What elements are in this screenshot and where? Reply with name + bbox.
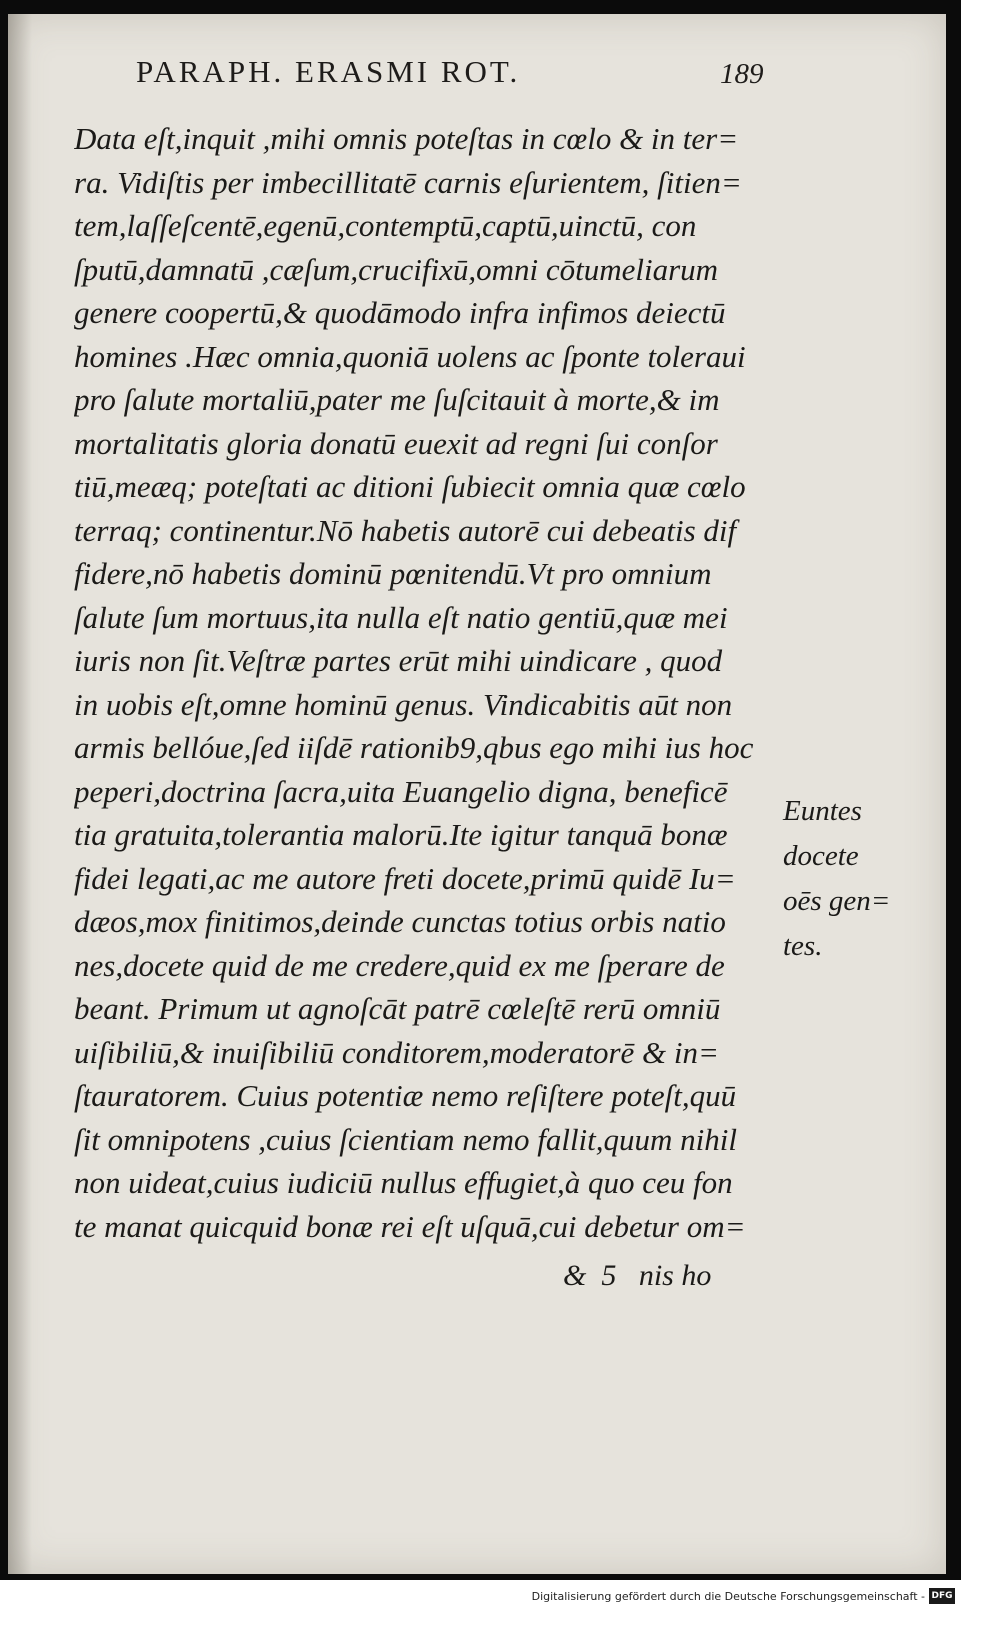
text-line: mortalitatis gloria donatū euexit ad regni ſui conſor <box>74 425 718 461</box>
text-line: ſputū,damnatū ,cæſum,crucifixū,omni cōtumeliarum <box>74 251 719 287</box>
text-line: fidei legati,ac me autore freti docete,primū quidē Iu= <box>74 860 736 896</box>
footer-bar <box>0 1580 961 1631</box>
margin-note <box>783 789 890 969</box>
text-line: ſalute ſum mortuus,ita nulla eſt natio gentiū,quæ mei <box>74 599 728 635</box>
text-line: ſit omnipotens ,cuius ſcientiam nemo fallit,quum nihil <box>74 1121 738 1157</box>
running-head: PARAPH. ERASMI ROT. <box>136 54 521 89</box>
text-line: tem,laſſeſcentē,egenū,contemptū,captū,uinctū, con <box>74 208 697 243</box>
text-line: iuris non ſit.Veſtræ partes erūt mihi uindicare , quod <box>74 643 723 678</box>
text-line: te manat quicquid bonæ rei eſt uſquā,cui debetur om= <box>74 1208 746 1244</box>
funding-credit: Digitalisierung gefördert durch die Deutsche Forschungsgemeinschaft - <box>531 1590 925 1603</box>
text-line: homines .Hæc omnia,quoniā uolens ac ſponte toleraui <box>74 338 746 374</box>
catchword-signature: & 5 nis ho <box>563 1259 712 1292</box>
margin-note-line: tes. <box>783 930 823 962</box>
dfg-logo: DFG <box>929 1588 955 1604</box>
text-line: nes,docete quid de me credere,quid ex me ſperare de <box>74 947 725 983</box>
text-line: pro ſalute mortaliū,pater me ſuſcitauit à morte,& im <box>74 382 720 417</box>
margin-note-line: oēs gen= <box>783 885 891 917</box>
text-line: Data eſt,inquit ,mihi omnis poteſtas in cœlo & in ter= <box>74 121 739 156</box>
book-page <box>8 14 946 1574</box>
text-line: in uobis eſt,omne hominū genus. Vindicabitis aūt non <box>74 686 733 722</box>
text-line: non uideat,cuius iudiciū nullus effugiet,à quo ceu fon <box>74 1165 733 1200</box>
text-line: terraq; continentur.Nō habetis autorē cui debeatis dif <box>74 512 737 548</box>
margin-note-line: docete <box>783 840 859 872</box>
text-line: dæos,mox finitimos,deinde cunctas totius orbis natio <box>74 904 726 939</box>
page-number: 189 <box>720 58 764 90</box>
body-text <box>74 117 774 1248</box>
text-line: ra. Vidiſtis per imbecillitatē carnis eſurientem, ſitien= <box>74 164 742 200</box>
text-line: uiſibiliū,& inuiſibiliū conditorem,moderatorē & in= <box>74 1034 719 1070</box>
text-line: genere coopertū,& quodāmodo infra infimos deiectū <box>74 295 726 330</box>
margin-note-line: Euntes <box>783 795 862 827</box>
text-line: tia gratuita,tolerantia malorū.Ite igitur tanquā bonæ <box>74 817 728 852</box>
page-gutter-shadow <box>8 14 32 1574</box>
text-line: peperi,doctrina ſacra,uita Euangelio digna, beneficē <box>74 773 728 809</box>
text-line: armis bellóue,ſed iiſdē rationib9,qbus ego mihi ius hoc <box>74 730 754 765</box>
text-line: ſtauratorem. Cuius potentiæ nemo reſiſtere poteſt,quū <box>74 1078 737 1113</box>
text-line: beant. Primum ut agnoſcāt patrē cœleſtē rerū omniū <box>74 991 721 1026</box>
text-line: fidere,nō habetis dominū pœnitendū.Vt pro omnium <box>74 556 712 591</box>
text-line: tiū,meæq; poteſtati ac ditioni ſubiecit omnia quæ cœlo <box>74 469 746 504</box>
